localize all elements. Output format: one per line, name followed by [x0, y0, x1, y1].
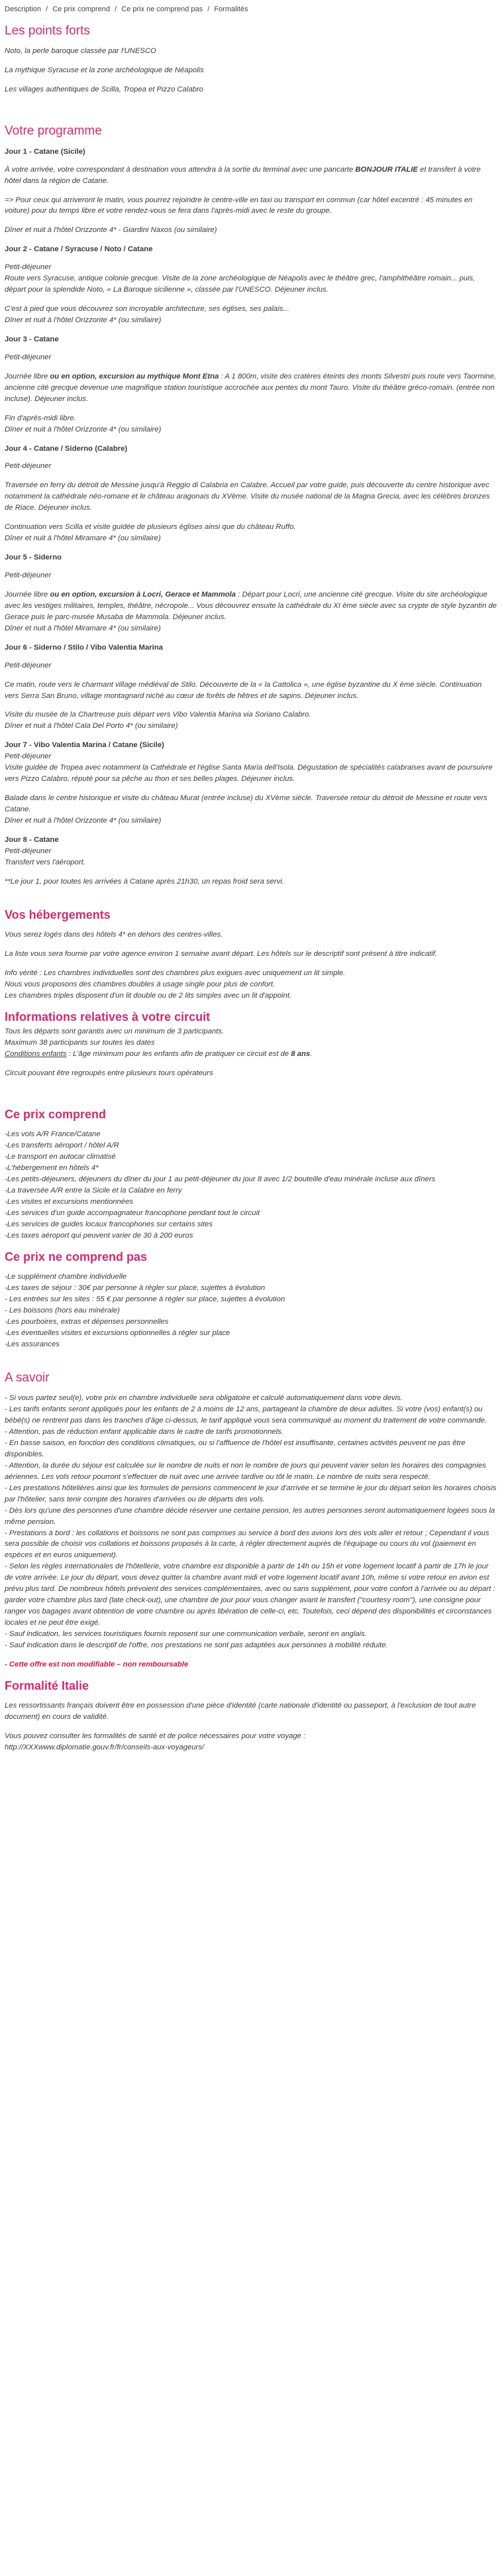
day-5-title: Jour 5 - Siderno: [5, 554, 62, 562]
day-1-text: => Pour ceux qui arriveront le matin, vous pourrez rejoindre le centre-ville en taxi ou transport en commun (car hôtel excentré : 45 minutes en voiture) pour du temps libre et votre rendez-vous se fera dans l'après-midi avec le reste du groupe.: [5, 196, 473, 215]
comprend-section: [5, 1107, 497, 1242]
list-item: -Les services de guides locaux francophones sur certains sites: [5, 1220, 213, 1228]
a-savoir-title: A savoir: [5, 1370, 50, 1385]
day-2-title: Jour 2 - Catane / Syracuse / Noto / Catane: [5, 245, 153, 254]
ne-comprend-title: Ce prix ne comprend pas: [5, 1250, 148, 1263]
day-8-title: Jour 8 - Catane: [5, 835, 59, 844]
list-item: - Sauf indication, les services touristiques fournis reposent sur une communication verbale, seront en anglais.: [5, 1629, 367, 1638]
tab-bar: [5, 4, 497, 15]
day-7-text: Petit-déjeuner Visite guidée de Tropea avec notamment la Cathédrale et l'église Santa Maria dell'Isola. Dégustation de spécialités calabraises avant de poursuivre vers Pizzo Calabro, réputé pour sa pêche au thon et ses belles plages. Déjeuner inclus.: [5, 752, 493, 784]
list-item: -Les assurances: [5, 1340, 60, 1348]
day-6-text: Ce matin, route vers le charmant village médiéval de Stilo. Découverte de la « la Cattolica », une église byzantine du X ème siècle. Continuation vers Serra San Bruno, village montagnard niché au cœur de forêts de hêtres et de sapins. Déjeuner inclus.: [5, 680, 482, 700]
day-1-text: À votre arrivée, votre correspondant à destination vous attendra à la sortie du terminal avec une pancarte BONJOUR ITALIE et transfert à votre hôtel dans la région de Catane.: [5, 165, 481, 185]
list-item: - Dès lors qu'une des personnes d'une chambre décide réserver une certaine pension, les autres personnes seront automatiquement logées sous la même pension.: [5, 1506, 495, 1526]
day-4-text: Petit-déjeuner: [5, 462, 52, 471]
hebergements-text: Vous serez logés dans des hôtels 4* en dehors des centres-villes.: [5, 931, 223, 939]
hebergements-text: La liste vous sera fournie par votre agence environ 1 semaine avant départ. Les hôtels sur le descriptif sont présent à titre indicatif.: [5, 949, 438, 958]
comprend-list: [5, 1129, 497, 1241]
programme-section: [5, 123, 497, 888]
tab-formalites[interactable]: Formalités: [214, 5, 248, 13]
list-item: - Selon les règles internationales de l'hôtellerie, votre chambre est disponible à partir de 14h ou 15h et votre logement locatif à partir de 17h le jour de votre arrivée. Le jour du départ, vous devez quitter la chambre avant midi et votre logement locatif avant 10h, même si votre retour en avion est prévu plus tard. De nombreux hôtels prévoient des services complémentaires, avec ou sans supplément, pour votre confort à l'arrivée ou au départ : garder votre chambre plus tard (late check-out), une chambre de jour pour vous changer avant le transfert ("courtesy room"), une consigne pour ranger vos bagages avant obtention de votre chambre ou après libération de celle-ci, etc. Toutefois, ceci dépend des disponibilités et circonstances locales et ne peut être exigé.: [5, 1562, 495, 1627]
day-4-text: Continuation vers Scilla et visite guidée de plusieurs églises ainsi que du château Ruffo. Dîner et nuit à l'hôtel Miramare 4* (ou similaire): [5, 523, 296, 543]
day-2-text: Petit-déjeuner Route vers Syracuse, antique colonie grecque. Visite de la zone archéologique de Néapolis avec le théâtre grec, l'amphithéâtre romain... puis, départ pour la splendide Noto, « La Baroque sicilienne », classée par l'UNESCO. Déjeuner inclus.: [5, 263, 476, 294]
day-8-text: Petit-déjeuner Transfert vers l'aéroport.: [5, 847, 85, 866]
day-6-title: Jour 6 - Siderno / Stilo / Vibo Valentia Marina: [5, 643, 163, 652]
day-5-text: Petit-déjeuner: [5, 571, 52, 579]
informations-text: Circuit pouvant être regroupés entre plusieurs tours opérateurs: [5, 1069, 213, 1077]
points-forts-title: Les points forts: [5, 23, 90, 38]
formalite-text: Vous pouvez consulter les formalités de santé et de police nécessaires pour votre voyage : http://XXXwww.diplomatie.gouv.fr/fr/conseils-aux-voyageurs/: [5, 1732, 306, 1751]
formalite-text: Les ressortissants français doivent être en possession d'une pièce d'identité (carte nationale d'identité ou passeport, à l'exclusion de tout autre document) en cours de validité.: [5, 1702, 476, 1722]
informations-text: Tous les départs sont garantis avec un minimum de 3 participants. Maximum 38 participants sur toutes les dates Conditions enfants : L'âge minimum pour les enfants afin de pratiquer ce circuit est de 8 ans.: [5, 1027, 313, 1058]
day-3-text: Fin d'après-midi libre. Dîner et nuit à l'hôtel Orizzonte 4* (ou similaire): [5, 414, 162, 434]
list-item: -Les services d'un guide accompagnateur francophone pendant tout le circuit: [5, 1208, 260, 1217]
list-item: -Les transferts aéroport / hôtel A/R: [5, 1142, 119, 1150]
hebergements-info: Info vérité : Les chambres individuelles sont des chambres plus exigues avec uniquement un lit simple. Nous vous proposons des chambres doubles à usage single pour plus de confort. Les chambres triples disposent d'un lit double ou de 2 lits simples avec un lit d'appoint.: [5, 968, 346, 1000]
point-fort-item: La mythique Syracuse et la zone archéologique de Néapolis: [5, 66, 204, 75]
list-item: -Les éventuelles visites et excursions optionnelles à régler sur place: [5, 1328, 230, 1337]
informations-section: [5, 1010, 497, 1079]
day-1-text: Dîner et nuit à l'hôtel Orizzonte 4* - Giardini Naxos (ou similaire): [5, 226, 217, 235]
programme-title: Votre programme: [5, 124, 102, 138]
tab-separator: /: [115, 5, 117, 13]
day-3-title: Jour 3 - Catane: [5, 335, 59, 343]
list-item: -L'hébergement en hôtels 4*: [5, 1164, 99, 1173]
day-7-title: Jour 7 - Vibo Valentia Marina / Catane (Sicile): [5, 741, 164, 750]
list-item: -Les petits-déjeuners, déjeuners du dîner du jour 1 au petit-déjeuner du jour 8 avec 1/2 bouteille d'eau minérale incluse aux dîners: [5, 1175, 436, 1183]
day-3-text: Journée libre ou en option, excursion au mythique Mont Etna : A 1 800m, visite des cratères éteints des monts Silvestri puis route vers Taormine, ancienne cité grecque devenue une magnifique station touristique accrochée aux pentes du mont Tauro. Visite du théâtre gréco-romain. (entrée non incluse). Déjeuner inclus.: [5, 372, 497, 403]
list-item: -Le transport en autocar climatisé: [5, 1153, 116, 1161]
list-item: - En basse saison, en fonction des conditions climatiques, ou si l'affluence de l'hôtel est insuffisante, certaines activités peuvent ne pas être disponibles.: [5, 1439, 466, 1458]
point-fort-item: Les villages authentiques de Scilla, Tropea et Pizzo Calabro: [5, 86, 203, 94]
list-item: -Les visites et excursions mentionnées: [5, 1197, 134, 1206]
list-item: - Attention, pas de réduction enfant applicable dans le cadre de tarifs promotionnels.: [5, 1428, 283, 1436]
point-fort-item: Noto, la perle baroque classée par l'UNESCO: [5, 47, 156, 56]
list-item: - Sauf indication dans le descriptif de l'offre, nos prestations ne sont pas adaptées aux personnes à mobilité réduite.: [5, 1641, 388, 1649]
non-remboursable-warning: - Cette offre est non modifiable – non remboursable: [5, 1660, 189, 1669]
list-item: - Les prestations hôtelières ainsi que les formules de pensions commencent le jour d'arrivée et se termine le jour du départ selon les horaires choisis par l'hôtelier, sans tenir compte des horaires d'arrivées ou de départs des vols.: [5, 1484, 497, 1503]
points-forts-section: [5, 23, 497, 96]
list-item: -Les vols A/R France/Catane: [5, 1130, 101, 1139]
day-7-text: Balade dans le centre historique et visite du château Murat (entrée incluse) du XVème siècle. Traversée retour du détroit de Messine et route vers Catane. Dîner et nuit à l'hôtel Orizzonte 4* (ou similaire): [5, 794, 487, 825]
tab-separator: /: [207, 5, 210, 13]
ne-comprend-list: [5, 1271, 497, 1350]
list-item: - Si vous partez seul(e), votre prix en chambre individuelle sera obligatoire et calculé automatiquement dans votre devis.: [5, 1394, 403, 1403]
list-item: - Les tarifs enfants seront appliqués pour les enfants de 2 à moins de 12 ans, partageant la chambre de deux adultes. Si votre (vos) enfant(s) ou bébé(s) ne rentrent pas dans les tranches d'âge ci-dessus, le tarif appliqué vous sera communiqué au moment du traitement de votre commande.: [5, 1405, 487, 1425]
tab-separator: /: [46, 5, 48, 13]
list-item: -La traversée A/R entre la Sicile et la Calabre en ferry: [5, 1186, 182, 1195]
list-item: -Le supplément chambre individuelle: [5, 1273, 126, 1281]
list-item: -Les taxes de séjour : 30€ par personne à régler sur place, sujettes à évolution: [5, 1283, 266, 1292]
hebergements-section: [5, 907, 497, 1002]
hebergements-title: Vos hébergements: [5, 907, 111, 921]
day-4-text: Traversée en ferry du détroit de Messine jusqu'à Reggio di Calabria en Calabre. Accueil par votre guide, puis découverte du centre historique avec notamment la cathédrale néo-romane et le château aragonais du XVème. Visite du musée national de la Magna Grecia, avec les célèbres bronzes de Riace. Déjeuner inclus.: [5, 481, 490, 512]
ne-comprend-section: [5, 1250, 497, 1350]
day-6-text: Visite du musée de la Chartreuse puis départ vers Vibo Valentia Marina via Soriano Calabro. Dîner et nuit à l'hôtel Cala Del Porto 4* (ou similaire): [5, 711, 311, 731]
tab-ce-prix-comprend[interactable]: Ce prix comprend: [52, 5, 111, 13]
day-1-title: Jour 1 - Catane (Sicile): [5, 147, 85, 156]
formalite-section: [5, 1678, 497, 1753]
a-savoir-section: [5, 1370, 497, 1670]
tab-ce-prix-ne-comprend-pas[interactable]: Ce prix ne comprend pas: [121, 5, 203, 13]
day-4-title: Jour 4 - Catane / Siderno (Calabre): [5, 444, 128, 453]
day-2-text: C'est à pied que vous découvrez son incroyable architecture, ses églises, ses palais... Dîner et nuit à l'hôtel Orizzonte 4* (ou similaire): [5, 305, 289, 324]
programme-note: **Le jour 1, pour toutes les arrivées à Catane après 21h30, un repas froid sera servi.: [5, 877, 284, 886]
a-savoir-list: [5, 1393, 497, 1651]
informations-title: Informations relatives à votre circuit: [5, 1010, 211, 1024]
formalite-title: Formalité Italie: [5, 1678, 89, 1692]
comprend-title: Ce prix comprend: [5, 1107, 107, 1121]
diplomatie-link[interactable]: http://XXXwww.diplomatie.gouv.fr/fr/conseils-aux-voyageurs/: [5, 1743, 205, 1751]
tab-description[interactable]: Description: [5, 5, 42, 13]
list-item: -Les pourboires, extras et dépenses personnelles: [5, 1317, 169, 1326]
list-item: - Les boissons (hors eau minérale): [5, 1306, 120, 1315]
day-5-text: Journée libre ou en option, excursion à Locri, Gerace et Mammola : Départ pour Locri, une ancienne cité grecque. Visite du site archéologique avec les vestiges militaires, temples, théâtre, nécropole... Vous découvrez ensuite la cathédrale du XI ème siècle avec sa crypte de style byzantin de Gerace puis le parc-musée Musaba de Mammola. Déjeuner inclus. Dîner et nuit à l'hôtel Miramare 4* (ou similaire): [5, 590, 497, 632]
list-item: - Les entrées sur les sites : 55 € par personne à régler sur place, sujettes à évolution: [5, 1295, 285, 1303]
day-6-text: Petit-déjeuner: [5, 661, 52, 670]
list-item: - Attention, la durée du séjour est calculée sur le nombre de nuits et non le nombre de jours qui peuvent varier selon les horaires des compagnies aériennes. Les vols retour pourront s'effectuer de nuit avec une arrivée tardive ou tôt le matin. Le nombre de nuits sera respecté.: [5, 1461, 486, 1481]
list-item: - Prestations à bord : les collations et boissons ne sont pas comprises au service à bord des avions lors des vols aller et retour ; Cependant il vous sera possible de choisir vos collations et boissons proposés à la carte, à régler directement auprès de l'équipage ou cours du vol (paiement en espèces et en euros uniquement).: [5, 1529, 489, 1560]
list-item: -Les taxes aéroport qui peuvent varier de 30 à 200 euros: [5, 1231, 193, 1240]
day-3-text: Petit-déjeuner: [5, 353, 52, 361]
